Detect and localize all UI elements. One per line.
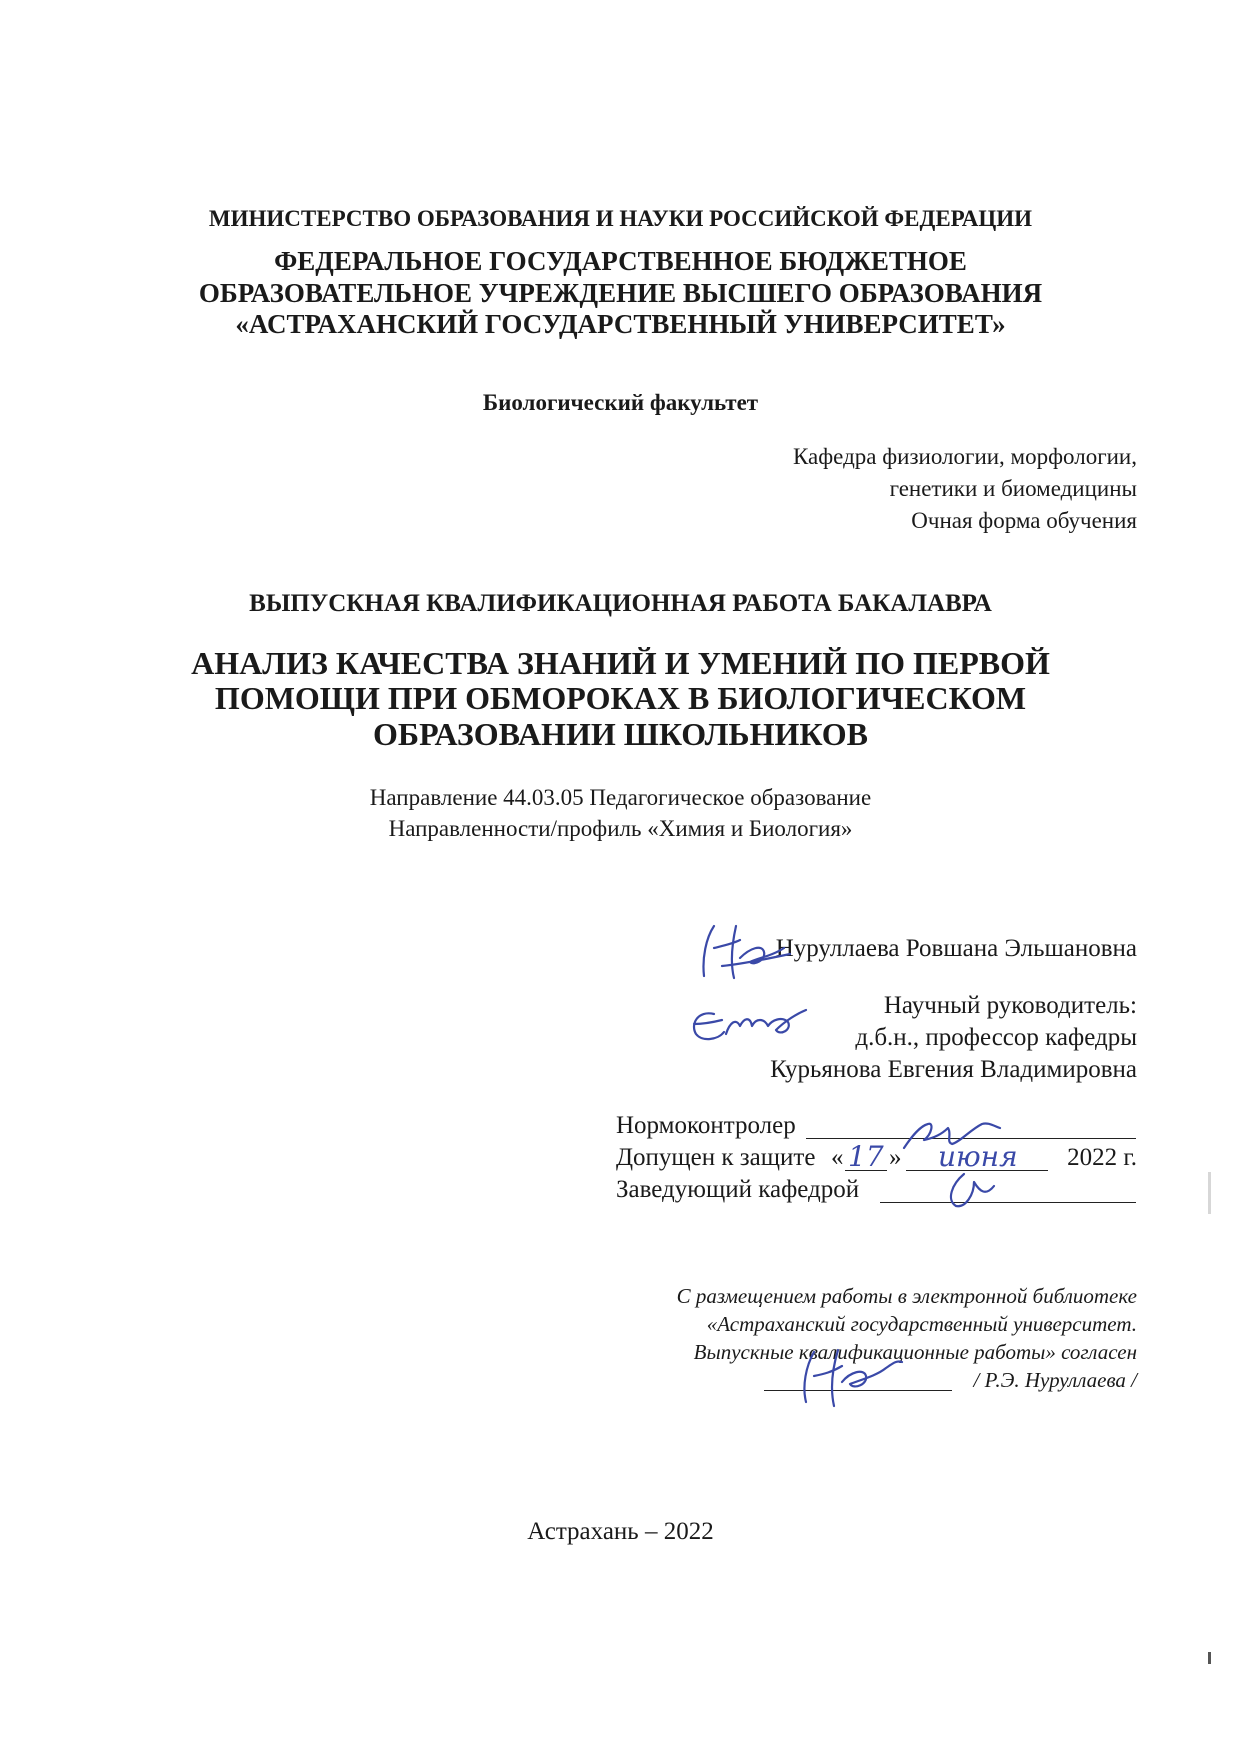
date-month-handwritten: июня: [938, 1140, 1018, 1173]
department-line-1: Кафедра физиологии, морфологии,: [793, 444, 1137, 469]
consent-signer: / Р.Э. Нуруллаева /: [973, 1368, 1137, 1392]
normocontroller-signature: [890, 1104, 1010, 1214]
consent-signature: [784, 1336, 914, 1410]
scan-edge-mark: [1208, 1172, 1211, 1214]
author-signature: [692, 918, 802, 988]
ministry-heading: МИНИСТЕРСТВО ОБРАЗОВАНИЯ И НАУКИ РОССИЙСКОЙ ФЕДЕРАЦИИ: [208, 206, 1033, 231]
supervisor-label: Научный руководитель:: [883, 992, 1137, 1019]
work-type-heading: ВЫПУСКНАЯ КВАЛИФИКАЦИОННАЯ РАБОТА БАКАЛАВРА: [249, 590, 992, 617]
admitted-label: Допущен к защите: [616, 1144, 816, 1171]
head-of-department-label: Заведующий кафедрой: [616, 1176, 860, 1203]
consent-line-1: С размещением работы в электронной библиотеке: [676, 1284, 1137, 1308]
author-name: Нуруллаева Ровшана Эльшановна: [775, 935, 1137, 962]
date-year: 2022 г.: [1067, 1144, 1137, 1171]
org-name-line-1: ФЕДЕРАЛЬНОЕ ГОСУДАРСТВЕННОЕ БЮДЖЕТНОЕ: [274, 246, 967, 276]
supervisor-signature: [684, 996, 814, 1052]
normocontroller-label: Нормоконтролер: [616, 1112, 796, 1139]
org-name-line-3: «АСТРАХАНСКИЙ ГОСУДАРСТВЕННЫЙ УНИВЕРСИТЕТ»: [235, 309, 1006, 339]
study-form: Очная форма обучения: [911, 508, 1137, 533]
scan-edge-mark-bottom: [1208, 1652, 1211, 1664]
date-day-handwritten: 17: [848, 1140, 884, 1173]
supervisor-position: д.б.н., профессор кафедры: [855, 1024, 1137, 1051]
date-quote-close: »: [889, 1144, 902, 1171]
consent-line-2: «Астраханский государственный университет.: [706, 1312, 1137, 1336]
work-title-line-1: АНАЛИЗ КАЧЕСТВА ЗНАНИЙ И УМЕНИЙ ПО ПЕРВОЙ: [191, 645, 1050, 681]
date-quote-open: «: [831, 1144, 844, 1171]
supervisor-name: Курьянова Евгения Владимировна: [770, 1056, 1137, 1083]
work-title-line-3: ОБРАЗОВАНИИ ШКОЛЬНИКОВ: [373, 716, 868, 752]
work-title-line-2: ПОМОЩИ ПРИ ОБМОРОКАХ В БИОЛОГИЧЕСКОМ: [214, 680, 1027, 716]
city-year: Астрахань – 2022: [527, 1518, 714, 1545]
profile-text: Направленности/профиль «Химия и Биология»: [388, 816, 853, 841]
faculty-name: Биологический факультет: [482, 390, 759, 415]
department-line-2: генетики и биомедицины: [889, 476, 1137, 501]
direction-text: Направление 44.03.05 Педагогическое образование: [369, 785, 872, 810]
consent-line-3: Выпускные квалификационные работы» согласен: [693, 1340, 1137, 1364]
org-name-line-2: ОБРАЗОВАТЕЛЬНОЕ УЧРЕЖДЕНИЕ ВЫСШЕГО ОБРАЗОВАНИЯ: [198, 278, 1043, 308]
